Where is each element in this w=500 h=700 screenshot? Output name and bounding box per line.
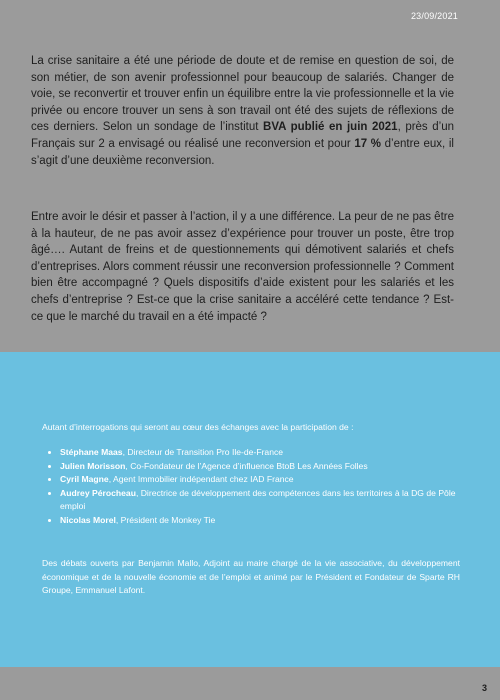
document-date: 23/09/2021 [410,11,458,21]
participant-item [60,460,476,474]
page-number: 3 [481,683,487,693]
participant-role: , Directrice de développement des compétences dans les territoires à la DG de Pôle emploi [60,487,456,511]
intro-text: La crise sanitaire a été une période de doute et de remise en question de soi, de son métier, de son avenir professionnel pour beaucoup de salariés. Changer de voie, se reconvertir et trouver enfin un équilibre entre la vie professionnelle et la vie privée ou encore trouver un sens à son travail ont été des sujets de réflexions de ces derniers. Selon un sondage de l’institut [31,55,454,134]
participant-name: Nicolas Morel [60,514,116,525]
participant-item [60,473,476,487]
intro-paragraph-1 [31,53,454,169]
participant-role: , Directeur de Transition Pro Ile-de-France [122,447,284,457]
participant-role: , Co-Fondateur de l’Agence d’influence BtoB Les Années Folles [125,460,368,471]
intro-paragraph-2: Entre avoir le désir et passer à l’action, il y a une différence. La peur de ne pas être à la hauteur, de ne pas avoir assez d’expérience pour trouver un poste, être trop âgé…. Autant de freins et de questionnements qui démotivent salariés et chefs d’entreprises. Alors comment réussir une reconversion professionnelle ? Comment bien être accompagné ? Quels dispositifs d’aide existent pour les salariés et les chefs d’entreprise ? Est-ce que la crise sanitaire a accéléré cette tendance ? Est-ce que le marché du travail en a été impacté ? [31,211,454,323]
participant-item [60,487,476,514]
participant-name: Audrey Pérocheau [60,487,136,498]
participant-role: , Président de Monkey Tie [115,514,216,525]
intro-text: d’entre eux, il s’agit d’une deuxième reconversion. [31,137,454,167]
footer-bar [0,667,500,700]
participant-name: Cyril Magne [60,474,109,484]
participants-lead: Autant d’interrogations qui seront au cœur des échanges avec la participation de : [42,422,354,432]
participant-name: Julien Morisson [60,460,126,471]
participant-item [60,446,476,460]
intro-highlight: BVA publié en juin 2021 [263,121,398,134]
closing-paragraph: Des débats ouverts par Benjamin Mallo, Adjoint au maire chargé de la vie associative, du développement économique et de la nouvelle économie et de l’emploi et animé par le Président et Fondateur de Sparte RH Groupe, Emmanuel Lafont. [42,558,460,595]
participant-role: , Agent Immobilier indépendant chez IAD France [108,474,294,484]
intro-text: , près d’un Français sur 2 a envisagé ou réalisé une reconversion et pour [31,121,454,150]
participants-list [45,446,476,527]
participant-item [60,514,476,528]
intro-highlight: 17 % [354,137,382,150]
participant-name: Stéphane Maas [60,447,123,457]
